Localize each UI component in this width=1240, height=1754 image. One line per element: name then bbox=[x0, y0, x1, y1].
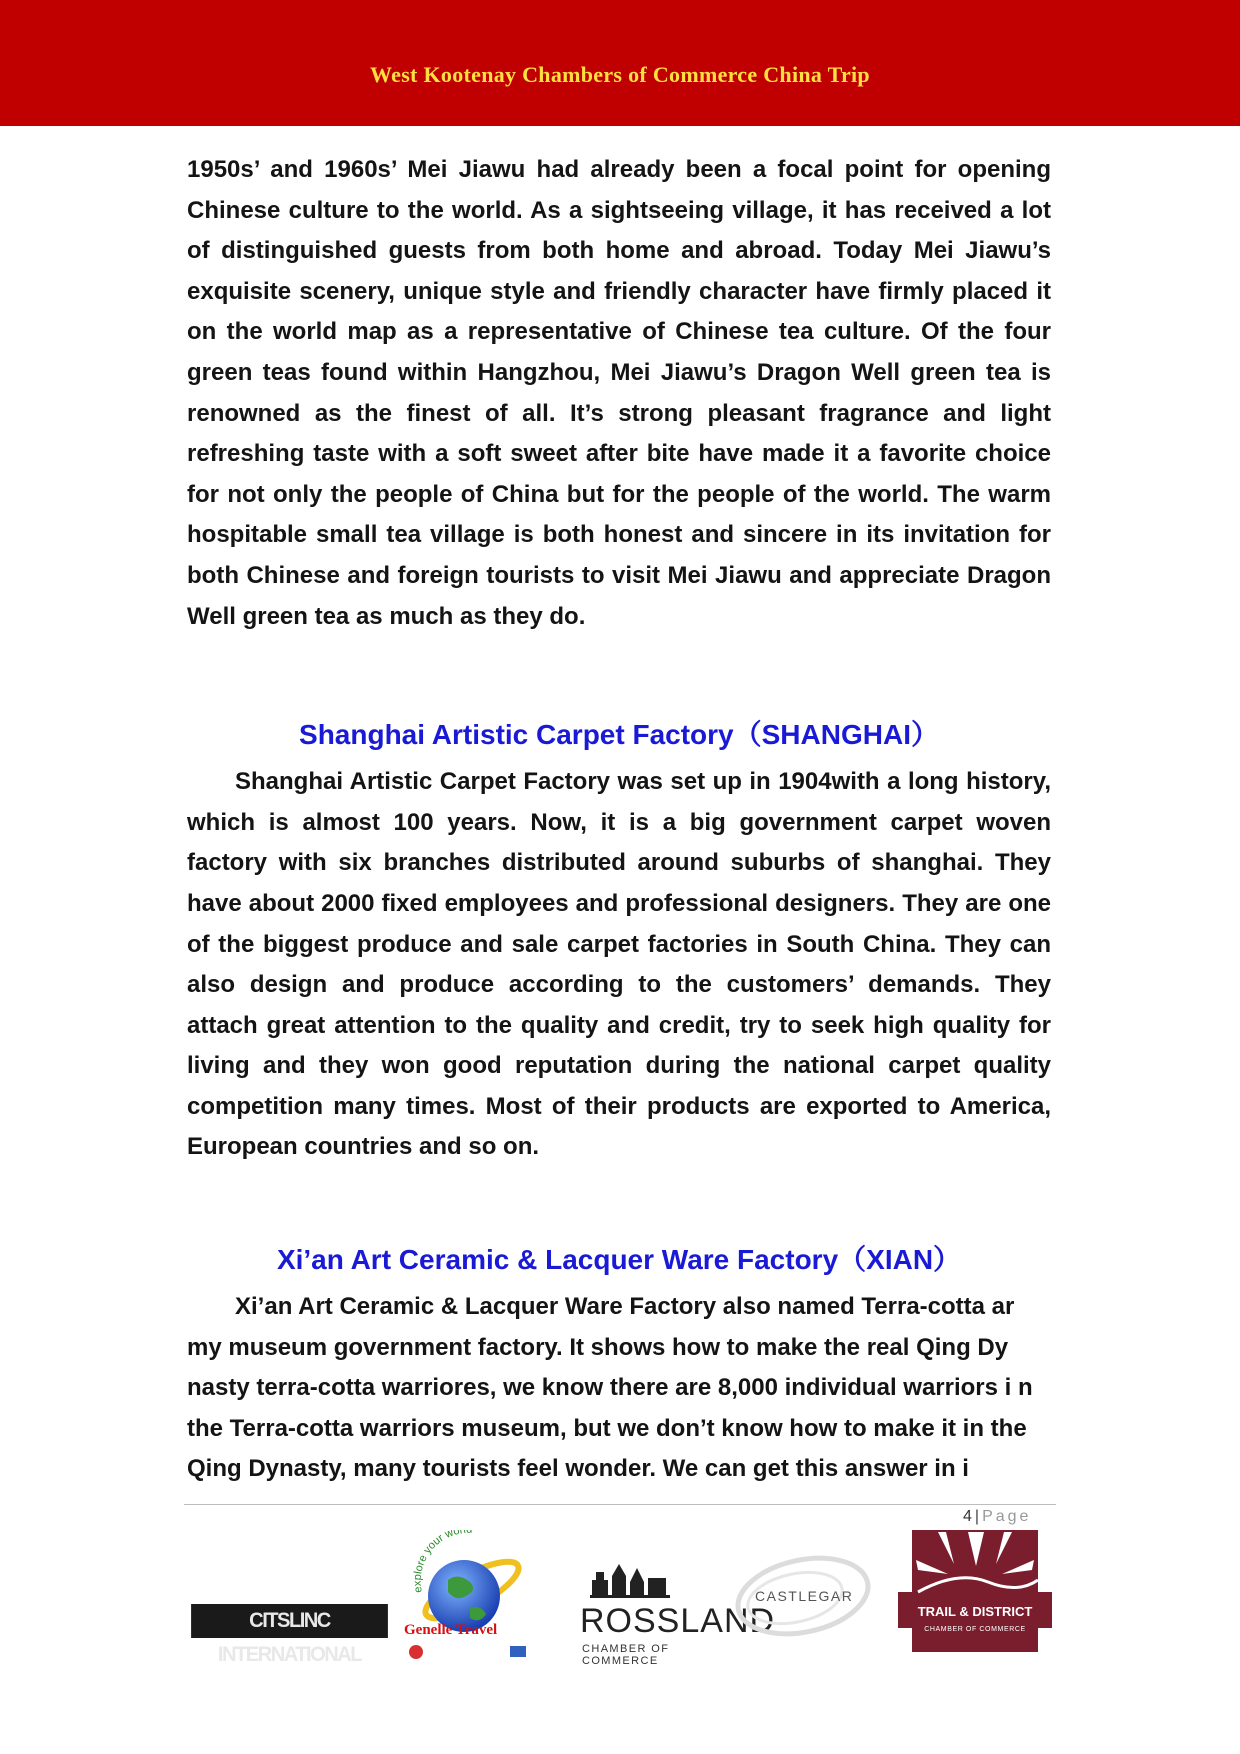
rossland-name: ROSSLAND bbox=[580, 1602, 776, 1640]
rossland-sub: CHAMBER OF COMMERCE bbox=[582, 1643, 670, 1667]
genelle-travel-logo bbox=[404, 1530, 539, 1670]
castlegar-logo bbox=[725, 1548, 875, 1638]
citslinc-logo: CITSLINC INTERNATIONAL bbox=[191, 1604, 388, 1638]
page-header bbox=[0, 0, 1240, 126]
main-content bbox=[187, 150, 1051, 1490]
shanghai-paragraph: Shanghai Artistic Carpet Factory was set up in 1904with a long history, which is almost 100 years. Now, it is a big government carpet woven factory with six branches distributed around suburbs of shanghai. They have about 2000 fixed employees and professional designers. They are one of the biggest produce and sale carpet factories in South China. They can also design and produce according to the customers’ demands. They attach great attention to the quality and credit, try to seek high quality for living and they won good reputation during the national carpet quality competition many times. Most of their products are exported to America, European countries and so on. bbox=[187, 768, 1051, 1161]
trail-district-logo bbox=[898, 1530, 1052, 1652]
genelle-arc-text: explore your wor bbox=[411, 1530, 465, 1594]
castlegar-name: CASTLEGAR bbox=[755, 1588, 854, 1604]
shanghai-heading: Shanghai Artistic Carpet Factory（SHANGHAI） bbox=[299, 719, 939, 751]
spacer bbox=[187, 637, 1051, 715]
page-number-value: 4 bbox=[963, 1508, 972, 1525]
spacer bbox=[187, 755, 1051, 762]
rossland-skyline-icon bbox=[590, 1558, 670, 1598]
xian-paragraph: Xi’an Art Ceramic & Lacquer Ware Factory also named Terra-cotta ar my museum government factory. It shows how to make the real Qing Dy nasty terra-cotta warriores, we know there are 8,000 individual warriors i n the Terra-cotta warriors museum, but we don’t know how to make it in the Qing Dynasty, many tourists feel wonder. We can get this answer in i bbox=[187, 1293, 1033, 1483]
xian-heading: Xi’an Art Ceramic & Lacquer Ware Factory（XIAN） bbox=[276, 1244, 962, 1276]
trail-name: TRAIL & DISTRICT bbox=[917, 1604, 1033, 1619]
footer-rule bbox=[184, 1504, 1056, 1505]
spacer bbox=[187, 1168, 1051, 1240]
trail-logo-mark-icon bbox=[898, 1530, 1052, 1652]
page-number bbox=[963, 1508, 1031, 1526]
globe-icon bbox=[404, 1530, 539, 1670]
genelle-name: Genelle Travel bbox=[404, 1622, 498, 1638]
rossland-logo bbox=[540, 1558, 776, 1668]
page-word: Page bbox=[982, 1508, 1032, 1525]
trail-sub: CHAMBER OF COMMERCE bbox=[924, 1626, 1026, 1633]
intro-paragraph: 1950s’ and 1960s’ Mei Jiawu had already been a focal point for opening Chinese culture to the world. As a sightseeing village, it has received a lot of distinguished guests from both home and abroad. Today Mei Jiawu’s exquisite scenery, unique style and friendly character have firmly placed it on the world map as a representative of Chinese tea culture. Of the four green teas found within Hangzhou, Mei Jiawu’s Dragon Well green tea is renowned as the finest of all. It’s strong pleasant fragrance and light refreshing taste with a soft sweet after bite have made it a favorite choice for not only the people of China but for the people of the world. The warm hospitable small tea village is both honest and sincere in its invitation for both Chinese and foreign tourists to visit Mei Jiawu and appreciate Dragon Well green tea as much as they do. bbox=[187, 156, 1051, 630]
spacer bbox=[187, 1280, 1051, 1287]
page-number-separator: | bbox=[974, 1508, 980, 1525]
header-title: West Kootenay Chambers of Commerce China Trip bbox=[370, 62, 870, 87]
